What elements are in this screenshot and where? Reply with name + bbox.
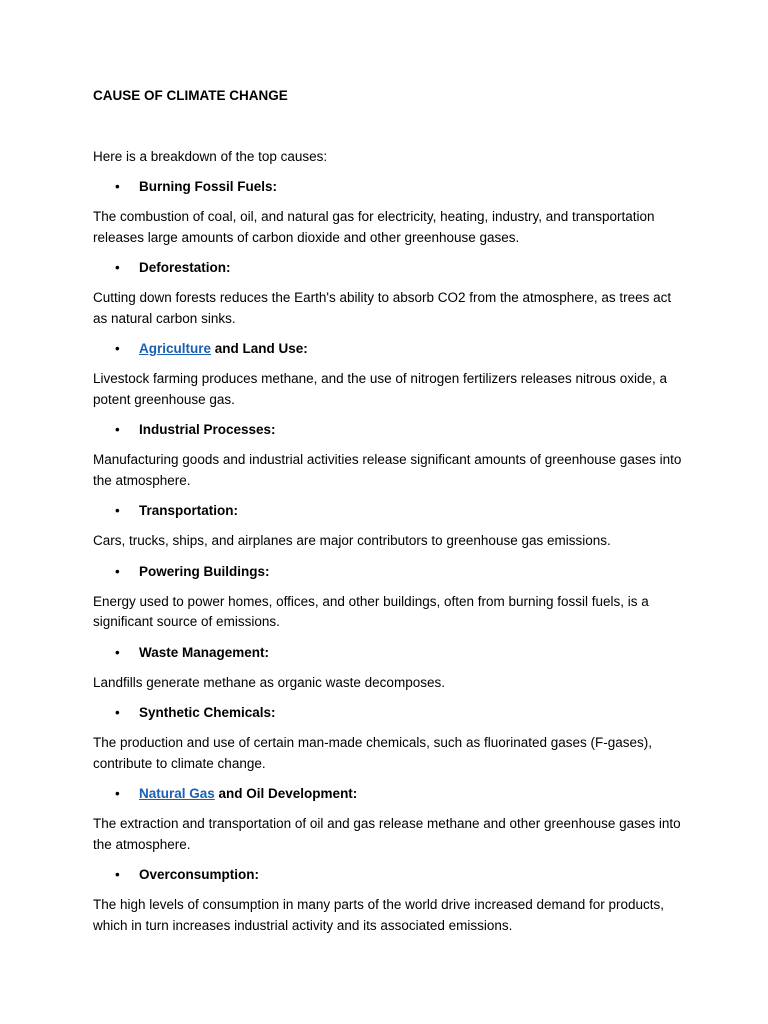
natural-gas-link[interactable]: Natural Gas [139, 786, 215, 801]
cause-description: The combustion of coal, oil, and natural gas for electricity, heating, industry, and transportation releases large amounts of carbon dioxide and other greenhouse gases. [93, 209, 655, 245]
causes-list [93, 177, 683, 936]
cause-item [93, 339, 683, 410]
cause-heading-text: Overconsumption: [139, 867, 260, 882]
cause-heading-text: and Oil Development: [214, 786, 358, 801]
cause-heading-text: Industrial Processes: [139, 422, 276, 437]
cause-item [93, 703, 683, 774]
cause-item [93, 420, 683, 491]
cause-description: The production and use of certain man-made chemicals, such as fluorinated gases (F-gases), contribute to climate change. [93, 735, 653, 771]
cause-item [93, 784, 683, 855]
cause-item [93, 865, 683, 936]
cause-description: Livestock farming produces methane, and the use of nitrogen fertilizers releases nitrous oxide, a potent greenhouse gas. [93, 371, 668, 407]
cause-item [93, 562, 683, 633]
bullet-icon: • [115, 644, 120, 660]
agriculture-link[interactable]: Agriculture [139, 341, 212, 356]
cause-heading-text: Powering Buildings: [139, 563, 270, 579]
cause-description: The extraction and transportation of oil and gas release methane and other greenhouse gases into the atmosphere. [93, 816, 681, 852]
bullet-icon: • [115, 341, 120, 356]
bullet-icon: • [115, 563, 120, 579]
document-title: CAUSE OF CLIMATE CHANGE [93, 88, 288, 103]
cause-heading-text: Waste Management: [139, 644, 270, 660]
cause-heading [93, 643, 683, 663]
document-page [93, 86, 683, 936]
bullet-icon: • [115, 705, 120, 720]
cause-heading [93, 339, 683, 359]
cause-heading [93, 258, 683, 278]
cause-description: Energy used to power homes, offices, and other buildings, often from burning fossil fuels, is a significant source of emissions. [93, 593, 649, 629]
bullet-icon: • [115, 179, 120, 194]
cause-heading [93, 865, 683, 885]
bullet-icon: • [115, 503, 120, 518]
bullet-icon: • [115, 422, 120, 437]
cause-item [93, 643, 683, 694]
cause-heading [93, 177, 683, 197]
cause-heading [93, 562, 683, 582]
cause-heading-text: and Land Use: [211, 341, 308, 356]
cause-item [93, 177, 683, 248]
cause-description: Landfills generate methane as organic waste decomposes. [93, 674, 445, 690]
cause-item [93, 258, 683, 329]
cause-heading [93, 784, 683, 804]
cause-heading [93, 703, 683, 723]
cause-item [93, 501, 683, 552]
cause-heading-text: Synthetic Chemicals: [139, 705, 276, 720]
cause-description: The high levels of consumption in many parts of the world drive increased demand for products, which in turn increases industrial activity and its associated emissions. [93, 897, 665, 933]
cause-heading-text: Burning Fossil Fuels: [139, 179, 278, 194]
cause-description: Manufacturing goods and industrial activities release significant amounts of greenhouse gases into the atmosphere. [93, 452, 682, 488]
bullet-icon: • [115, 260, 120, 275]
intro-paragraph: Here is a breakdown of the top causes: [93, 149, 328, 164]
bullet-icon: • [115, 867, 120, 882]
cause-heading [93, 501, 683, 521]
cause-description: Cutting down forests reduces the Earth's ability to absorb CO2 from the atmosphere, as trees act as natural carbon sinks. [93, 290, 672, 326]
bullet-icon: • [115, 786, 120, 801]
cause-heading [93, 420, 683, 440]
cause-heading-text: Transportation: [139, 503, 239, 518]
cause-description: Cars, trucks, ships, and airplanes are major contributors to greenhouse gas emissions. [93, 533, 611, 548]
cause-heading-text: Deforestation: [139, 260, 231, 275]
